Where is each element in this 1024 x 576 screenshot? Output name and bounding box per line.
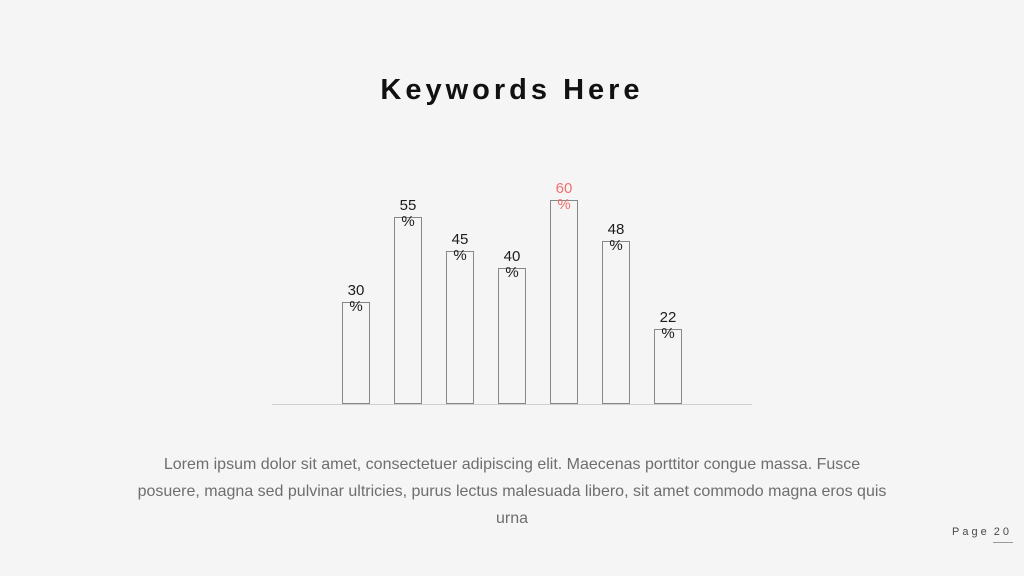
- body-paragraph: [0, 451, 1024, 532]
- slide-title: Keywords Here: [380, 74, 644, 106]
- bar-value-label: 48 %: [607, 220, 625, 254]
- bar-value-label: 45 %: [451, 231, 469, 264]
- body-line-2: posuere, magna sed pulvinar ultricies, purus lectus malesuada libero, sit amet commodo magna eros quis: [137, 483, 887, 500]
- bar-value-label: 55 %: [399, 197, 417, 230]
- bar-value-label: 40 %: [503, 248, 521, 281]
- bar: [342, 282, 370, 404]
- page-label: Page: [952, 526, 990, 538]
- bar: [654, 309, 682, 404]
- bar: [394, 197, 422, 404]
- bar: [446, 231, 474, 404]
- bar-value-label: 22 %: [659, 309, 677, 343]
- bar-chart: [272, 159, 752, 405]
- body-line-3: urna: [495, 510, 529, 527]
- bar: [602, 220, 630, 404]
- bars-row: [272, 180, 752, 404]
- bar-value-label: 30 %: [347, 282, 365, 315]
- x-axis-line: [272, 404, 752, 405]
- bar: [550, 180, 578, 404]
- body-line-1: Lorem ipsum dolor sit amet, consectetuer adipiscing elit. Maecenas porttitor congue massa. Fusce: [163, 456, 861, 473]
- bar: [498, 248, 526, 404]
- bar-value-label: 60 %: [555, 180, 573, 213]
- page-number: 20: [993, 526, 1013, 543]
- page-footer: [952, 526, 1013, 543]
